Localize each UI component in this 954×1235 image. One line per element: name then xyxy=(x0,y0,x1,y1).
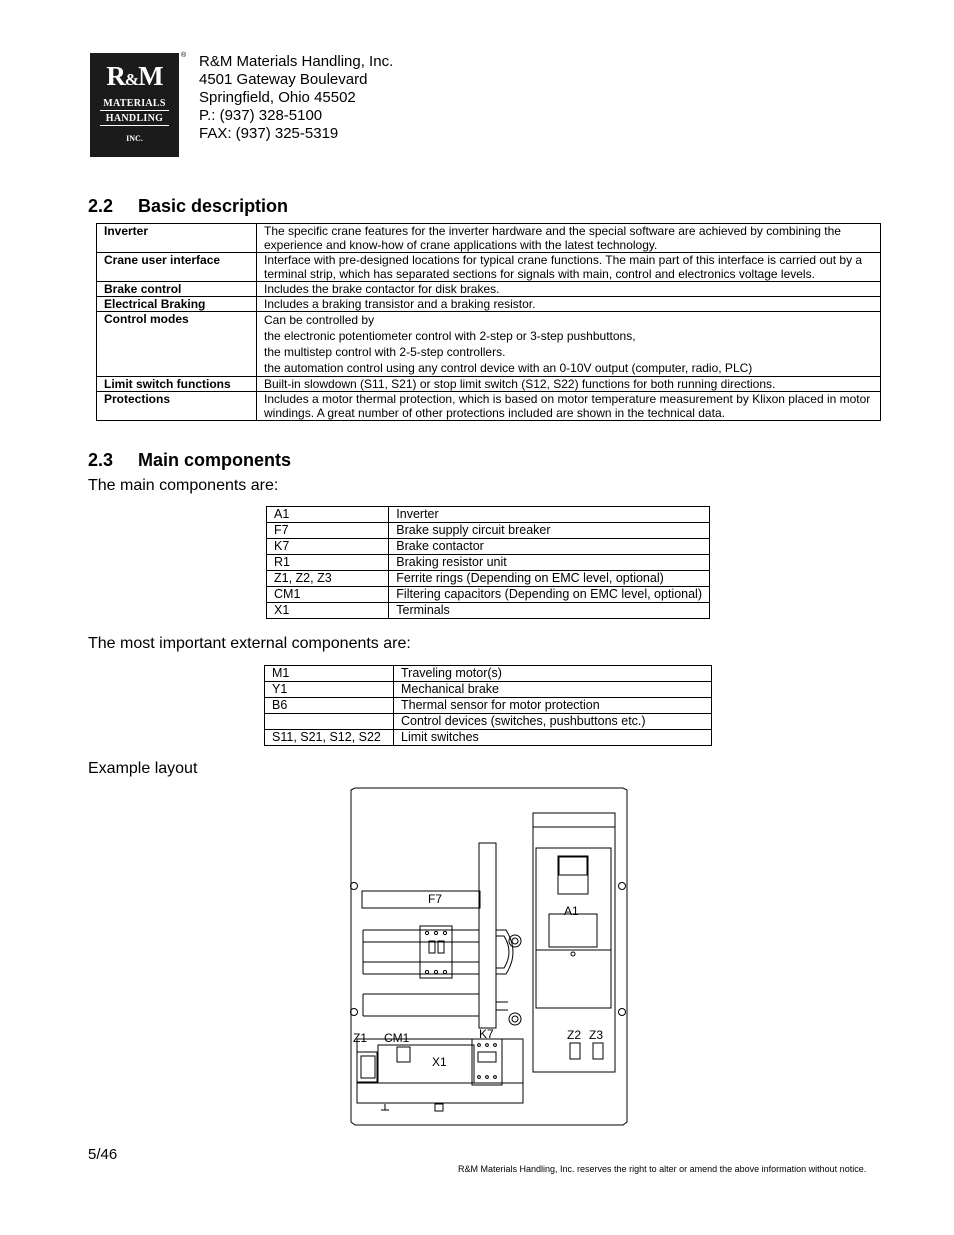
label-z1: Z1 xyxy=(353,1031,368,1045)
breaker-f7 xyxy=(362,891,480,908)
company-address xyxy=(199,53,393,143)
capacitor-cm1 xyxy=(397,1047,410,1062)
description-key: Control modes xyxy=(97,312,257,377)
logo-rule xyxy=(100,110,169,111)
component-description: Mechanical brake xyxy=(394,682,712,698)
footer-disclaimer: R&M Materials Handling, Inc. reserves the right to alter or amend the above information without notice. xyxy=(458,1164,867,1174)
component-code: X1 xyxy=(267,603,389,619)
description-row xyxy=(97,253,881,282)
component-row xyxy=(267,571,710,587)
component-code: M1 xyxy=(265,666,394,682)
section-number: 2.3 xyxy=(88,450,114,470)
main-components-table xyxy=(266,506,710,619)
terminal-strip-x1 xyxy=(357,1039,523,1103)
page-number: 5/46 xyxy=(88,1146,118,1163)
section-heading-main xyxy=(88,450,291,471)
basic-description-table xyxy=(96,223,881,421)
label-cm1: CM1 xyxy=(384,1031,410,1045)
description-value xyxy=(257,282,881,297)
description-line: the multistep control with 2-5-step controllers. xyxy=(264,345,506,359)
component-code: B6 xyxy=(265,698,394,714)
description-key: Limit switch functions xyxy=(97,377,257,392)
component-row xyxy=(267,587,710,603)
description-value xyxy=(257,377,881,392)
company-street: 4501 Gateway Boulevard xyxy=(199,71,368,88)
logo-rule xyxy=(100,125,169,126)
component-code: CM1 xyxy=(267,587,389,603)
section-title: Basic description xyxy=(138,196,289,216)
company-city: Springfield, Ohio 45502 xyxy=(199,89,356,106)
component-description: Thermal sensor for motor protection xyxy=(394,698,712,714)
description-line: Can be controlled by xyxy=(264,313,375,327)
label-f7: F7 xyxy=(428,892,443,906)
external-component-row xyxy=(265,666,712,682)
description-value xyxy=(257,253,881,282)
description-key: Brake control xyxy=(97,282,257,297)
logo-handling: HANDLING xyxy=(105,113,164,124)
external-intro: The most important external components are: xyxy=(88,635,411,652)
component-description: Limit switches xyxy=(394,730,712,746)
description-value xyxy=(257,224,881,253)
component-code: K7 xyxy=(267,539,389,555)
enclosure-outline xyxy=(351,788,627,1125)
logo-monogram: R&M xyxy=(106,61,163,91)
description-key: Crane user interface xyxy=(97,253,257,282)
description-value xyxy=(257,297,881,312)
label-k7: K7 xyxy=(479,1027,494,1041)
layout-label: Example layout xyxy=(88,760,198,777)
component-code: Y1 xyxy=(265,682,394,698)
company-logo xyxy=(90,53,179,157)
section-title: Main components xyxy=(138,450,292,470)
component-row xyxy=(267,507,710,523)
description-value xyxy=(257,392,881,421)
component-row xyxy=(267,539,710,555)
description-line: The specific crane features for the inverter hardware and the special software are achieved by combining the experience and know-how of crane applications with the latest technology. xyxy=(264,224,841,252)
description-line: Includes the brake contactor for disk brakes. xyxy=(264,282,500,296)
description-line: Includes a motor thermal protection, which is based on motor temperature measurement by Klixon placed in motor windings. A great number of other protections included are shown in the technical data. xyxy=(264,392,871,420)
ferrite-ring-z3 xyxy=(593,1043,603,1059)
description-key: Electrical Braking xyxy=(97,297,257,312)
component-row xyxy=(267,523,710,539)
mount-hole xyxy=(351,1009,358,1016)
inverter-body xyxy=(536,848,611,1008)
description-value xyxy=(257,312,881,377)
description-key: Inverter xyxy=(97,224,257,253)
logo-ampersand: & xyxy=(124,70,139,89)
ferrite-ring-z2 xyxy=(570,1043,580,1059)
company-fax: FAX: (937) 325-5319 xyxy=(199,125,339,142)
component-description: Ferrite rings (Depending on EMC level, optional) xyxy=(389,571,710,587)
company-name: R&M Materials Handling, Inc. xyxy=(199,53,394,70)
description-row xyxy=(97,377,881,392)
description-row xyxy=(97,392,881,421)
resistor-terminal xyxy=(509,1013,521,1025)
description-line: Includes a braking transistor and a braking resistor. xyxy=(264,297,536,311)
mount-hole xyxy=(619,883,626,890)
registered-mark-icon: ® xyxy=(181,52,187,59)
label-a1: A1 xyxy=(564,904,579,918)
mount-hole xyxy=(351,883,358,890)
component-description: Control devices (switches, pushbuttons etc.) xyxy=(394,714,712,730)
logo-materials: MATERIALS xyxy=(103,98,166,109)
component-description: Terminals xyxy=(389,603,710,619)
label-z2: Z2 xyxy=(567,1028,582,1042)
description-row xyxy=(97,312,881,377)
component-code: F7 xyxy=(267,523,389,539)
description-key: Protections xyxy=(97,392,257,421)
component-description: Brake contactor xyxy=(389,539,710,555)
inverter-panel xyxy=(549,914,597,947)
company-phone: P.: (937) 328-5100 xyxy=(199,107,323,124)
component-code: A1 xyxy=(267,507,389,523)
component-code: Z1, Z2, Z3 xyxy=(267,571,389,587)
section-heading-basic xyxy=(88,196,288,217)
logo-inc: INC. xyxy=(126,134,143,143)
description-line: the automation control using any control device with an 0-10V output (computer, radio, PLC) xyxy=(264,361,753,375)
label-x1: X1 xyxy=(432,1055,447,1069)
description-line: the electronic potentiometer control with 2-step or 3-step pushbuttons, xyxy=(264,329,636,343)
component-code: R1 xyxy=(267,555,389,571)
description-row xyxy=(97,297,881,312)
section-number: 2.2 xyxy=(88,196,114,216)
component-description: Filtering capacitors (Depending on EMC level, optional) xyxy=(389,587,710,603)
component-description: Inverter xyxy=(389,507,710,523)
external-component-row xyxy=(265,698,712,714)
component-row xyxy=(267,555,710,571)
component-code: S11, S21, S12, S22 xyxy=(265,730,394,746)
description-row xyxy=(97,282,881,297)
component-code xyxy=(265,714,394,730)
external-component-row xyxy=(265,730,712,746)
external-component-row xyxy=(265,682,712,698)
terminals-block xyxy=(378,1045,474,1083)
braking-resistor xyxy=(363,930,479,974)
component-description: Braking resistor unit xyxy=(389,555,710,571)
description-line: Interface with pre-designed locations for typical crane functions. The main part of this interface is carried out by a terminal strip, which has separated sections for signals with main, control and electronics voltage levels. xyxy=(264,253,863,281)
external-component-row xyxy=(265,714,712,730)
label-z3: Z3 xyxy=(589,1028,604,1042)
components-intro: The main components are: xyxy=(88,477,279,494)
external-components-table xyxy=(264,665,712,746)
description-row xyxy=(97,224,881,253)
description-line: Built-in slowdown (S11, S21) or stop limit switch (S12, S22) functions for both running directions. xyxy=(264,377,776,391)
cable-duct xyxy=(479,843,496,1028)
mount-hole xyxy=(619,1009,626,1016)
component-description: Traveling motor(s) xyxy=(394,666,712,682)
component-description: Brake supply circuit breaker xyxy=(389,523,710,539)
component-row xyxy=(267,603,710,619)
example-layout-diagram xyxy=(348,786,630,1128)
